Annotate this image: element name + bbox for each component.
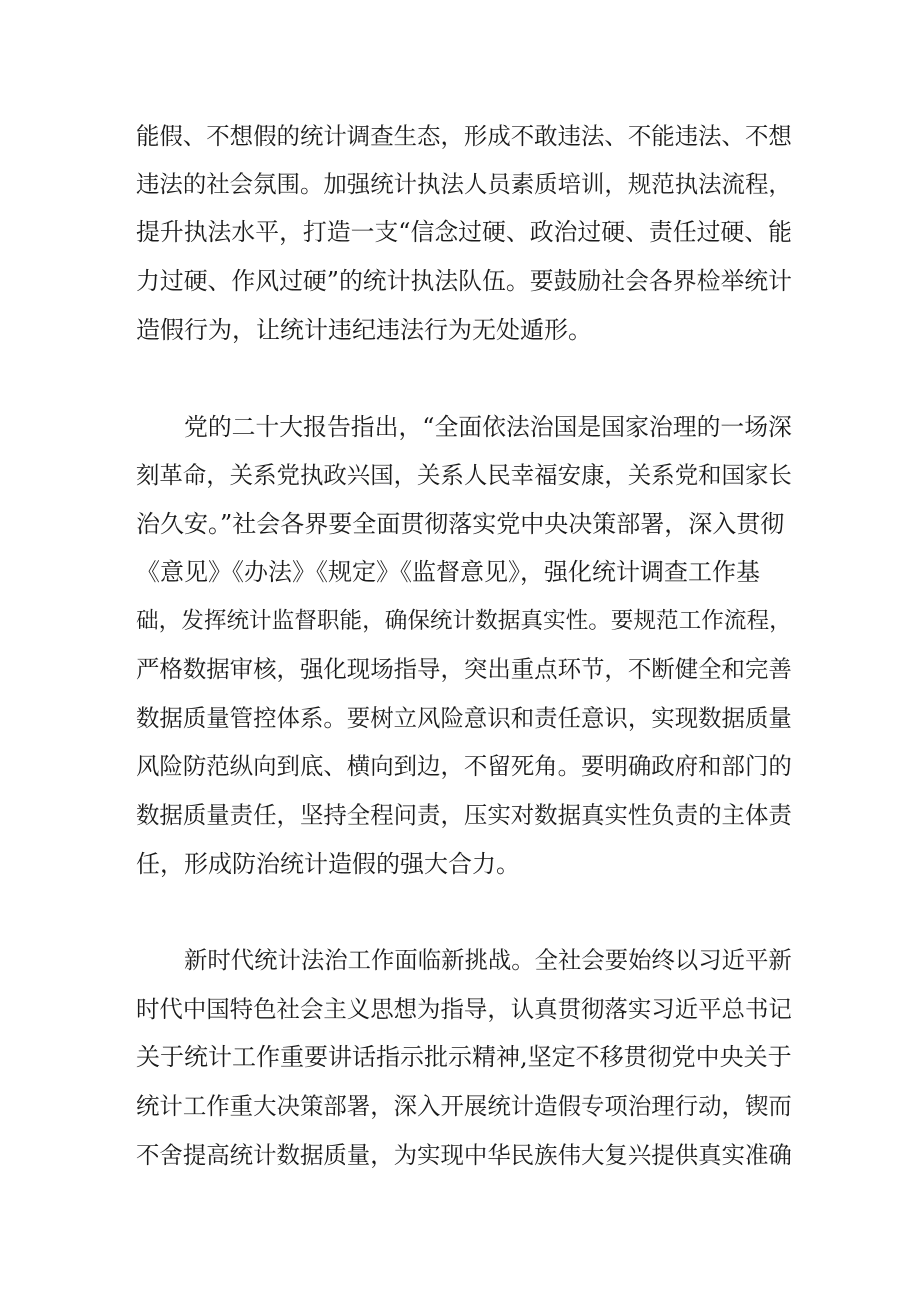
paragraph-2-line-8: 风险防范纵向到底、横向到边，不留死角。要明确政府和部门的 [136, 752, 792, 780]
paragraph-3-line-2: 时代中国特色社会主义思想为指导，认真贯彻落实习近平总书记 [136, 995, 792, 1023]
paragraph-3-line-4: 统计工作重大决策部署，深入开展统计造假专项治理行动，锲而 [136, 1092, 792, 1120]
paragraph-2-line-5: 础，发挥统计监督职能，确保统计数据真实性。要规范工作流程， [136, 608, 792, 634]
paragraph-2-line-9: 数据质量责任，坚持全程问责，压实对数据真实性负责的主体责 [136, 801, 792, 829]
paragraph-2-line-1: 党的二十大报告指出，“全面依法治国是国家治理的一场深 [184, 413, 792, 441]
paragraph-1-line-3: 提升执法水平，打造一支“信念过硬、政治过硬、责任过硬、能 [136, 218, 792, 246]
paragraph-1-line-4: 力过硬、作风过硬”的统计执法队伍。要鼓励社会各界检举统计 [136, 267, 792, 295]
paragraph-2-line-7: 数据质量管控体系。要树立风险意识和责任意识，实现数据质量 [136, 704, 792, 732]
paragraph-3-line-1: 新时代统计法治工作面临新挑战。全社会要始终以习近平新 [184, 946, 792, 974]
paragraph-1-line-1: 能假、不想假的统计调查生态，形成不敢违法、不能违法、不想 [136, 122, 792, 150]
paragraph-2-line-3: 治久安。”社会各界要全面贯彻落实党中央决策部署，深入贯彻 [136, 510, 785, 538]
paragraph-1-line-2: 违法的社会氛围。加强统计执法人员素质培训，规范执法流程， [136, 170, 792, 198]
paragraph-2-line-6: 严格数据审核，强化现场指导，突出重点环节，不断健全和完善 [136, 655, 792, 683]
paragraph-2-line-4: 《意见》《办法》《规定》《监督意见》，强化统计调查工作基 [136, 558, 760, 586]
paragraph-2-line-2: 刻革命，关系党执政兴国，关系人民幸福安康，关系党和国家长 [136, 461, 792, 489]
paragraph-3-line-5: 不舍提高统计数据质量，为实现中华民族伟大复兴提供真实准确 [136, 1141, 792, 1169]
paragraph-3-line-3: 关于统计工作重要讲话指示批示精神,坚定不移贯彻党中央关于 [136, 1043, 792, 1071]
paragraph-1-line-5: 造假行为，让统计违纪违法行为无处遁形。 [136, 316, 592, 344]
paragraph-2-line-10: 任，形成防治统计造假的强大合力。 [136, 850, 520, 878]
